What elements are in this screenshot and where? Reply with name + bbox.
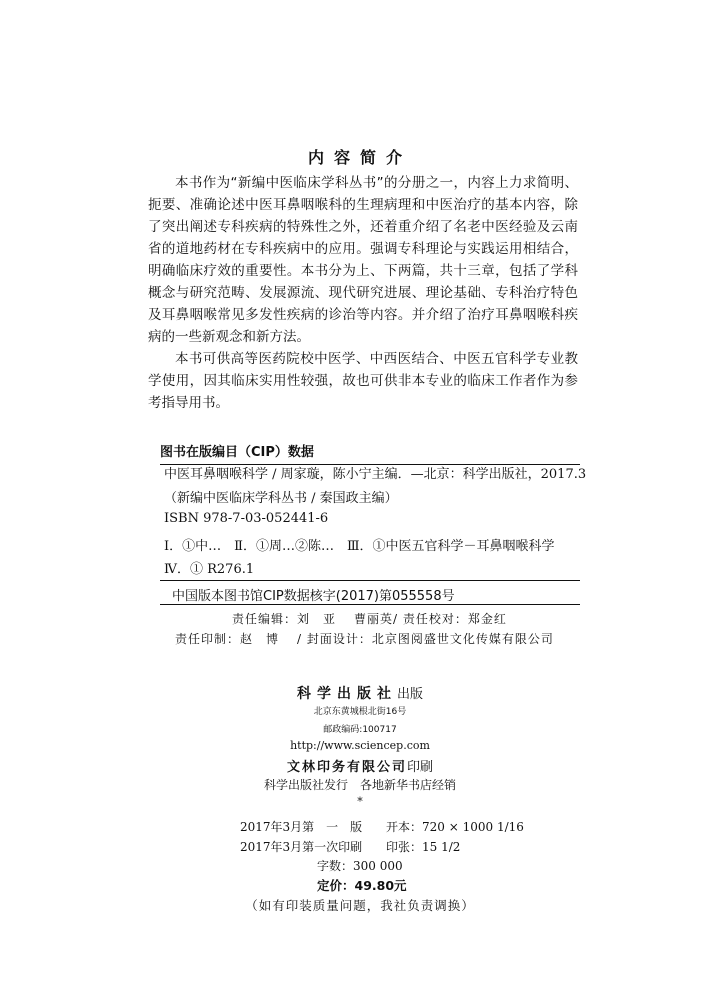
cip-line-subject: Ⅰ．①中… Ⅱ．①周…②陈… Ⅲ．①中医五官科学－耳鼻咽喉科学 xyxy=(164,539,555,554)
sheets-text: 印张：15 1/2 xyxy=(386,840,461,854)
price: 定价：49.80元 xyxy=(317,878,407,893)
word-count: 字数：300 000 xyxy=(317,859,403,873)
cover-credit: / 封面设计：北京图阅盛世文化传媒有限公司 xyxy=(297,632,554,646)
distribution-line: 科学出版社发行 各地新华书店经销 xyxy=(263,778,456,792)
format-text: 开本：720 × 1000 1/16 xyxy=(386,820,524,834)
printer-name: 文林印务有限公司 xyxy=(286,760,407,775)
printer-suffix: 印刷 xyxy=(407,760,434,775)
summary-paragraph-2: 本书可供高等医药院校中医学、中西医结合、中医五官科学专业教学使用，因其临床实用性较强，故也可供非本专业的临床工作者作为参考指导用书。 xyxy=(148,351,578,411)
publisher-url: http://www.sciencep.com xyxy=(290,739,430,752)
printing-line xyxy=(240,838,461,855)
cip-line-isbn: ISBN 978-7-03-052441-6 xyxy=(164,511,329,526)
summary-paragraph-1: 本书作为“新编中医临床学科丛书”的分册之一，内容上力求简明、扼要、准确论述中医耳鼻咽喉科的生理病理和中医治疗的基本内容，除了突出阐述专科疾病的特殊性之外，还着重介绍了名老中医经验及云南省的道地药材在专科疾病中的应用。强调专科理论与实践运用相结合，明确临床疗效的重要性。本书分为上、下两篇，共十三章，包括了学科概念与研究范畴、发展源流、现代研究进展、理论基础、专科治疗特色及耳鼻咽喉常见多发性疾病的诊治等内容。并介绍了治疗耳鼻咽喉科疾病的一些新观念和新方法。 xyxy=(148,175,578,345)
print-credit xyxy=(175,630,554,647)
editor-label: 责任编辑： xyxy=(232,612,298,626)
publisher-address: 北京东黄城根北街16号 xyxy=(313,707,407,717)
cip-core-number: 中国版本图书馆CIP数据核字(2017)第055558号 xyxy=(172,589,455,604)
publisher-postcode: 邮政编码:100717 xyxy=(323,725,397,735)
quality-notice: （如有印装质量问题，我社负责调换） xyxy=(245,898,475,913)
printer-line xyxy=(0,756,720,775)
cip-line-class: Ⅳ．① R276.1 xyxy=(164,562,255,577)
separator-star: * xyxy=(357,795,363,808)
print-label: 责任印制： xyxy=(175,632,241,646)
editor-name-b: 曹丽英 xyxy=(354,612,394,626)
editor-credit xyxy=(232,610,507,627)
cip-line-series: （新编中医临床学科丛书 / 秦国政主编） xyxy=(164,491,398,506)
print-name: 赵 博 xyxy=(240,632,280,646)
cip-rule-bottom xyxy=(160,604,580,605)
summary-title: 内容简介 xyxy=(307,148,412,167)
publisher-line xyxy=(0,683,720,703)
printing-text: 2017年3月第一次印刷 xyxy=(240,840,363,854)
cip-rule-top xyxy=(160,580,580,581)
proofreader-credit: / 责任校对：郑金红 xyxy=(393,612,507,626)
cip-line-title: 中医耳鼻咽喉科学 / 周家璇，陈小宁主编．—北京：科学出版社，2017.3 xyxy=(164,467,587,482)
publisher-name: 科学出版社 xyxy=(296,686,397,702)
edition-line xyxy=(240,818,524,835)
edition-text: 2017年3月第 一 版 xyxy=(240,820,363,834)
editor-name-a: 刘 亚 xyxy=(297,612,337,626)
publisher-suffix: 出版 xyxy=(396,687,423,702)
summary-body xyxy=(148,172,578,414)
cip-title: 图书在版编目（CIP）数据 xyxy=(160,441,580,465)
